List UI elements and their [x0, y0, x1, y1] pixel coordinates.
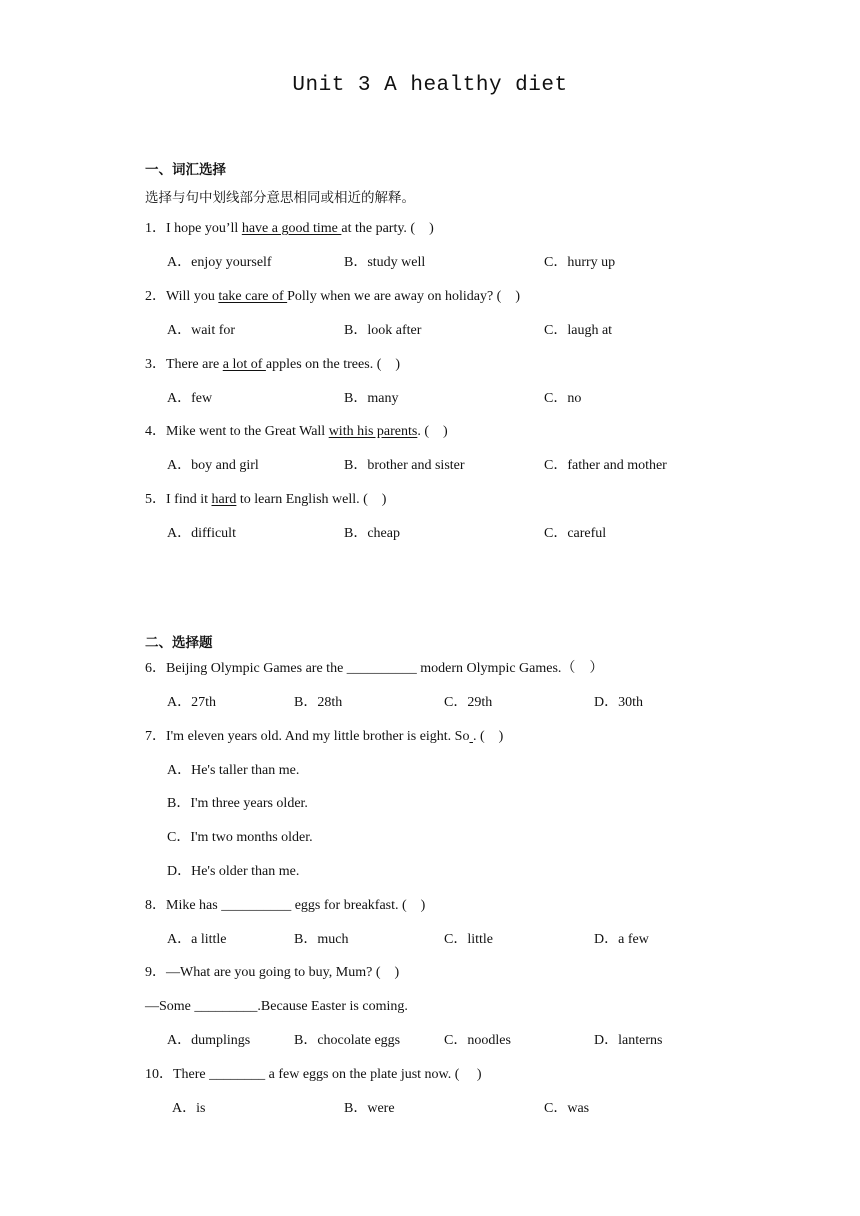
section-1-instruction: 选择与句中划线部分意思相同或相近的解释。 [145, 190, 415, 206]
option-8d[interactable]: D．a few [594, 932, 649, 947]
question-9: 9．—What are you going to buy, Mum? ( ) [145, 965, 400, 980]
underlined-phrase: have a good time [241, 221, 342, 236]
option-4c[interactable]: C．father and mother [544, 458, 667, 473]
option-8a[interactable]: A．a little [167, 932, 227, 947]
option-2a[interactable]: A．wait for [167, 323, 236, 338]
option-3c[interactable]: C．no [544, 391, 582, 406]
option-1b[interactable]: B．study well [344, 255, 426, 270]
option-8c[interactable]: C．little [444, 932, 493, 947]
option-5b[interactable]: B．cheap [344, 526, 400, 541]
option-5a[interactable]: A．difficult [167, 526, 236, 541]
option-4b[interactable]: B．brother and sister [344, 458, 465, 473]
option-4a[interactable]: A．boy and girl [167, 458, 259, 473]
underlined-phrase: a lot of [222, 357, 266, 372]
option-6c[interactable]: C．29th [444, 695, 493, 710]
question-2: 2．Will you take care of Polly when we are away on holiday? ( ) [145, 289, 520, 304]
option-3b[interactable]: B．many [344, 391, 399, 406]
section-1-heading: 一、词汇选择 [145, 162, 226, 178]
option-3a[interactable]: A．few [167, 391, 213, 406]
question-10: 10．There ________ a few eggs on the plate just now. ( ) [145, 1067, 482, 1082]
question-8: 8．Mike has __________ eggs for breakfast. ( ) [145, 898, 426, 913]
option-7b[interactable]: B．I'm three years older. [167, 796, 308, 811]
option-7d[interactable]: D．He's older than me. [167, 864, 300, 879]
question-7: 7．I'm eleven years old. And my little brother is eight. So . ( ) [145, 729, 504, 744]
option-9c[interactable]: C．noodles [444, 1033, 511, 1048]
option-6a[interactable]: A．27th [167, 695, 216, 710]
question-5: 5．I find it hard to learn English well. ( ) [145, 492, 387, 507]
section-2-heading: 二、选择题 [145, 635, 213, 651]
underlined-phrase: with his parents [328, 424, 418, 439]
option-6b[interactable]: B．28th [294, 695, 343, 710]
option-2c[interactable]: C．laugh at [544, 323, 613, 338]
option-1a[interactable]: A．enjoy yourself [167, 255, 272, 270]
underlined-phrase: hard [211, 492, 237, 507]
question-4: 4．Mike went to the Great Wall with his parents. ( ) [145, 424, 448, 439]
option-10c[interactable]: C．was [544, 1101, 590, 1116]
question-6: 6．Beijing Olympic Games are the __________ modern Olympic Games.（ ） [145, 661, 604, 676]
option-1c[interactable]: C．hurry up [544, 255, 616, 270]
option-9d[interactable]: D．lanterns [594, 1033, 663, 1048]
underlined-phrase: take care of [218, 289, 288, 304]
option-2b[interactable]: B．look after [344, 323, 422, 338]
question-3: 3．There are a lot of apples on the trees. ( ) [145, 357, 401, 372]
option-7c[interactable]: C．I'm two months older. [167, 830, 313, 845]
option-6d[interactable]: D．30th [594, 695, 643, 710]
question-9-line-2: —Some _________.Because Easter is coming. [145, 999, 408, 1014]
option-7a[interactable]: A．He's taller than me. [167, 763, 300, 778]
option-8b[interactable]: B．much [294, 932, 349, 947]
option-9b[interactable]: B．chocolate eggs [294, 1033, 401, 1048]
option-5c[interactable]: C．careful [544, 526, 607, 541]
option-10a[interactable]: A．is [172, 1101, 206, 1116]
option-9a[interactable]: A．dumplings [167, 1033, 251, 1048]
question-1: 1．I hope you’ll have a good time at the party. ( ) [145, 221, 434, 236]
option-10b[interactable]: B．were [344, 1101, 395, 1116]
page-title: Unit 3 A healthy diet [292, 74, 568, 97]
